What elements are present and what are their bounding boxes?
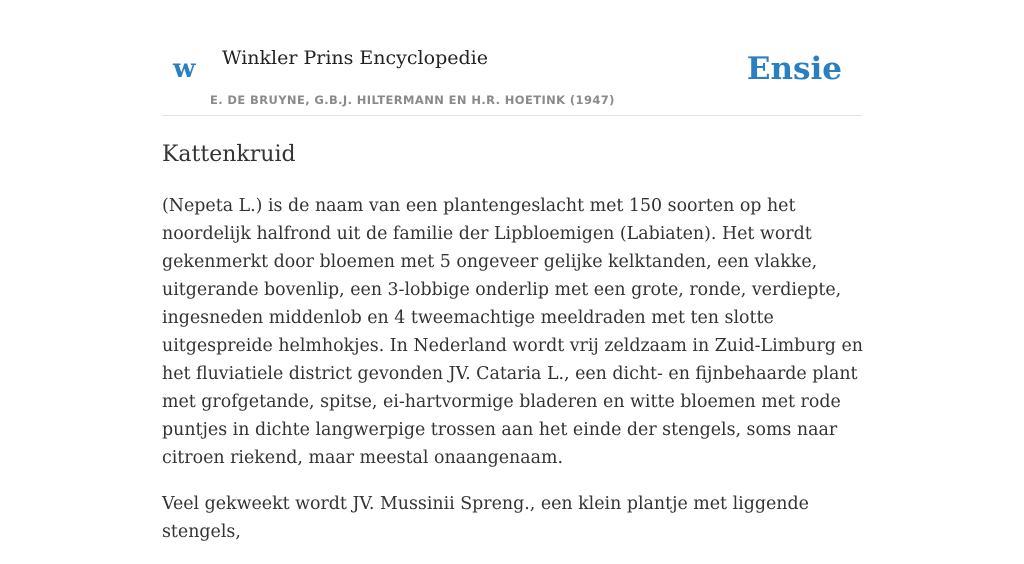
brand-logo[interactable]: Ensie xyxy=(746,51,842,87)
source-logo-icon[interactable]: w xyxy=(173,54,196,84)
article-body xyxy=(162,192,864,564)
article-title: Kattenkruid xyxy=(162,142,296,167)
article-paragraph: Veel gekweekt wordt JV. Mussinii Spreng., een klein plantje met liggende stengels, xyxy=(162,494,809,542)
source-title[interactable]: Winkler Prins Encyclopedie xyxy=(222,47,488,69)
source-authors: E. DE BRUYNE, G.B.J. HILTERMANN EN H.R. HOETINK (1947) xyxy=(210,93,615,107)
source-header xyxy=(162,36,862,116)
article-paragraph: (Nepeta L.) is de naam van een plantengeslacht met 150 soorten op het noordelijk halfrond uit de familie der Lipbloemigen (Labiaten). Het wordt gekenmerkt door bloemen met 5 ongeveer gelijke kelktanden, een vlakke, uitgerande bovenlip, een 3-lobbige onderlip met een grote, ronde, verdiepte, ingesneden middenlob en 4 tweemachtige meeldraden met ten slotte uitgespreide helmhokjes. In Nederland wordt vrij zeldzaam in Zuid-Limburg en het fluviatiele district gevonden JV. Cataria L., een dicht- en fijnbehaarde plant met grofgetande, spitse, ei-hartvormige bladeren en witte bloemen met rode puntjes in dichte langwerpige trossen aan het einde der stengels, soms naar citroen riekend, maar meestal onaangenaam. xyxy=(162,196,863,468)
